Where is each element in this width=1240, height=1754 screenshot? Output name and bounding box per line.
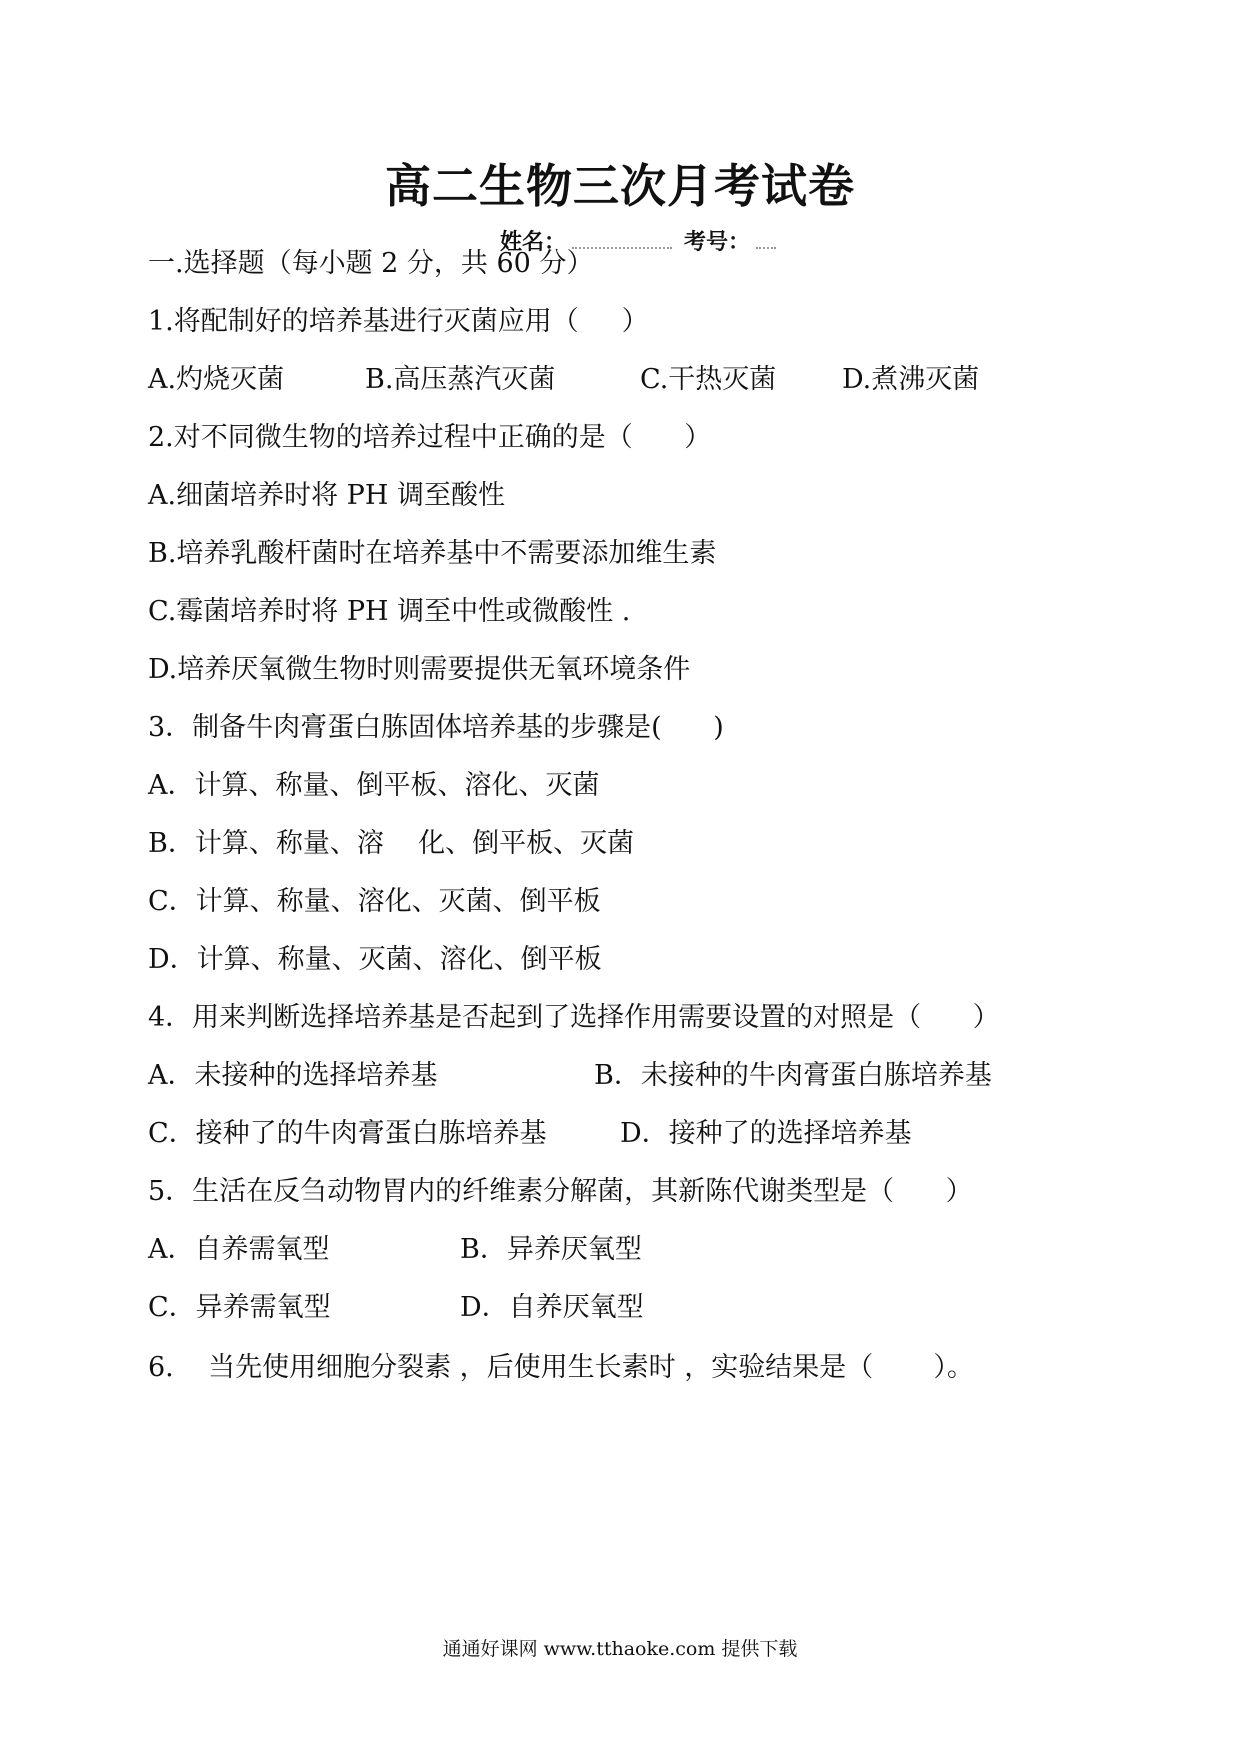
number-label: 考号：	[684, 230, 751, 255]
section-heading: 一.选择题（每小题 2 分，共 60 分）	[148, 248, 594, 279]
question-4-option-a: A．未接种的选择培养基	[148, 1060, 438, 1091]
name-label: 姓名：	[500, 230, 567, 255]
question-2-option-b: B.培养乳酸杆菌时在培养基中不需要添加维生素	[148, 538, 717, 569]
question-5-option-d: D．自养厌氧型	[460, 1292, 644, 1323]
question-2-option-c: C.霉菌培养时将 PH 调至中性或微酸性 .	[148, 596, 631, 627]
page-title: 高二生物三次月考试卷	[385, 159, 855, 213]
question-1-stem: 1.将配制好的培养基进行灭菌应用（ ）	[148, 306, 649, 337]
question-3-option-a: A．计算、称量、倒平板、溶化、灭菌	[148, 770, 600, 801]
question-4-option-b: B．未接种的牛肉膏蛋白胨培养基	[594, 1060, 992, 1091]
question-6-stem: 6. 当先使用细胞分裂素 ，后使用生长素时 ，实验结果是（ ）。	[148, 1352, 974, 1383]
footer-credit: 通通好课网 www.tthaoke.com 提供下载	[442, 1638, 798, 1660]
question-3-option-d: D．计算、称量、灭菌、溶化、倒平板	[148, 944, 602, 975]
question-1-option-b: B.高压蒸汽灭菌	[365, 364, 556, 395]
number-blank	[756, 233, 776, 249]
question-1-option-a: A.灼烧灭菌	[148, 364, 285, 395]
question-2-stem: 2.对不同微生物的培养过程中正确的是（ ）	[148, 422, 712, 453]
question-2-option-d: D.培养厌氧微生物时则需要提供无氧环境条件	[148, 654, 691, 685]
question-4-option-c: C．接种了的牛肉膏蛋白胨培养基	[148, 1118, 547, 1149]
question-1-option-d: D.煮沸灭菌	[842, 364, 980, 395]
question-3-option-c: C．计算、称量、溶化、灭菌、倒平板	[148, 886, 601, 917]
question-5-option-c: C．异养需氧型	[148, 1292, 331, 1323]
question-5-stem: 5．生活在反刍动物胃内的纤维素分解菌，其新陈代谢类型是（ ）	[148, 1176, 973, 1207]
question-1-option-c: C.干热灭菌	[640, 364, 777, 395]
question-5-option-b: B．异养厌氧型	[460, 1234, 642, 1265]
question-4-stem: 4．用来判断选择培养基是否起到了选择作用需要设置的对照是（ ）	[148, 1002, 1000, 1033]
question-4-option-d: D．接种了的选择培养基	[620, 1118, 912, 1149]
question-3-stem: 3．制备牛肉膏蛋白胨固体培养基的步骤是( )	[148, 712, 724, 743]
question-2-option-a: A.细菌培养时将 PH 调至酸性	[148, 480, 505, 511]
question-5-option-a: A．自养需氧型	[148, 1234, 330, 1265]
question-3-option-b: B．计算、称量、溶 化、倒平板、灭菌	[148, 828, 635, 859]
